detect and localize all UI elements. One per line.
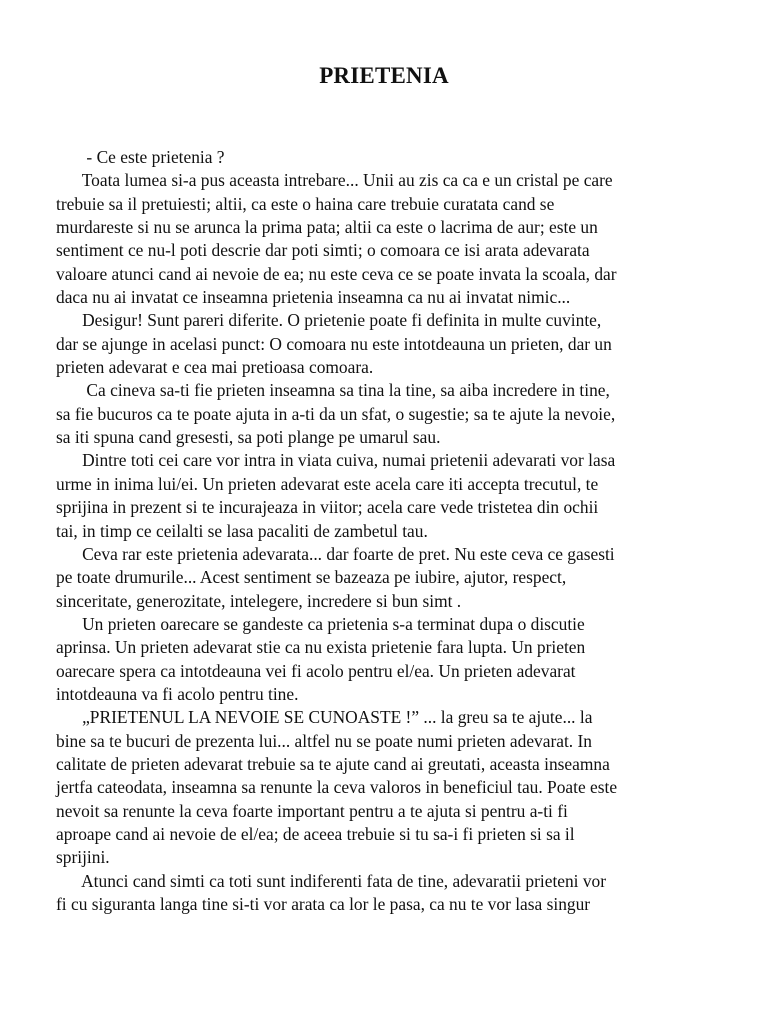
text-line: sa iti spuna cand gresesti, sa poti plange pe umarul sau. [56,427,441,448]
text-line: sentiment ce nu-l poti descrie dar poti simti; o comoara ce isi arata adevarata [56,240,590,261]
text-line: - Ce este prietenia ? [56,147,225,167]
text-line: trebuie sa il pretuiesti; altii, ca este o haina care trebuie curatata cand se [56,193,555,214]
text-line: sa fie bucuros ca te poate ajuta in a-ti da un sfat, o sugestie; sa te ajute la nevoie, [56,403,616,424]
text-line: Desigur! Sunt pareri diferite. O prietenie poate fi definita in multe cuvinte, [56,310,602,331]
text-line: aproape cand ai nevoie de el/ea; de aceea trebuie si tu sa-i fi prieten si sa il [56,823,575,844]
text-line: bine sa te bucuri de prezenta lui... altfel nu se poate numi prieten adevarat. In [56,730,592,751]
text-line: sinceritate, generozitate, intelegere, incredere si bun simt . [56,590,462,611]
text-line: Atunci cand simti ca toti sunt indiferenti fata de tine, adevaratii prieteni vor [56,870,607,891]
text-line: prieten adevarat e cea mai pretioasa comoara. [56,357,374,378]
essay-body [56,146,716,916]
text-line: tai, in timp ce ceilalti se lasa pacaliti de zambetul tau. [56,520,428,541]
text-line: pe toate drumurile... Acest sentiment se bazeaza pe iubire, ajutor, respect, [56,567,567,588]
text-line: jertfa cateodata, inseamna sa renunte la ceva valoros in beneficiul tau. Poate este [56,777,618,798]
text-line: valoare atunci cand ai nevoie de ea; nu este ceva ce se poate invata la scoala, dar [56,263,617,284]
text-line: urme in inima lui/ei. Un prieten adevarat este acela care iti accepta trecutul, te [56,473,599,494]
text-line: intotdeauna va fi acolo pentru tine. [56,683,299,704]
text-line: dar se ajunge in acelasi punct: O comoara nu este intotdeauna un prieten, dar un [56,333,612,354]
text-line: aprinsa. Un prieten adevarat stie ca nu exista prietenie fara lupta. Un prieten [56,637,586,658]
text-line: nevoit sa renunte la ceva foarte important pentru a te ajuta si pentru a-ti fi [56,800,568,821]
text-line: Toata lumea si-a pus aceasta intrebare... Unii au zis ca ca e un cristal pe care [56,170,613,191]
text-line: Un prieten oarecare se gandeste ca prietenia s-a terminat dupa o discutie [56,613,585,634]
text-line: fi cu siguranta langa tine si-ti vor arata ca lor le pasa, ca nu te vor lasa singur [56,894,591,914]
text-line: Dintre toti cei care vor intra in viata cuiva, numai prietenii adevarati vor lasa [56,450,616,471]
text-line: daca nu ai invatat ce inseamna prietenia inseamna ca nu ai invatat nimic... [56,287,571,308]
text-line: „PRIETENUL LA NEVOIE SE CUNOASTE !” ... la greu sa te ajute... la [56,707,593,728]
text-line: sprijina in prezent si te incurajeaza in viitor; acela care vede tristetea din ochii [56,497,599,518]
text-line: oarecare spera ca intotdeauna vei fi acolo pentru el/ea. Un prieten adevarat [56,660,576,681]
text-line: Ceva rar este prietenia adevarata... dar foarte de pret. Nu este ceva ce gasesti [56,543,615,564]
text-line: murdareste si nu se arunca la prima pata; altii ca este o lacrima de aur; este un [56,217,598,238]
text-line: Ca cineva sa-ti fie prieten inseamna sa tina la tine, sa aiba incredere in tine, [56,380,610,401]
page-title: PRIETENIA [319,63,449,88]
text-line: sprijini. [56,847,110,868]
text-line: calitate de prieten adevarat trebuie sa te ajute cand ai greutati, aceasta inseamna [56,753,610,774]
